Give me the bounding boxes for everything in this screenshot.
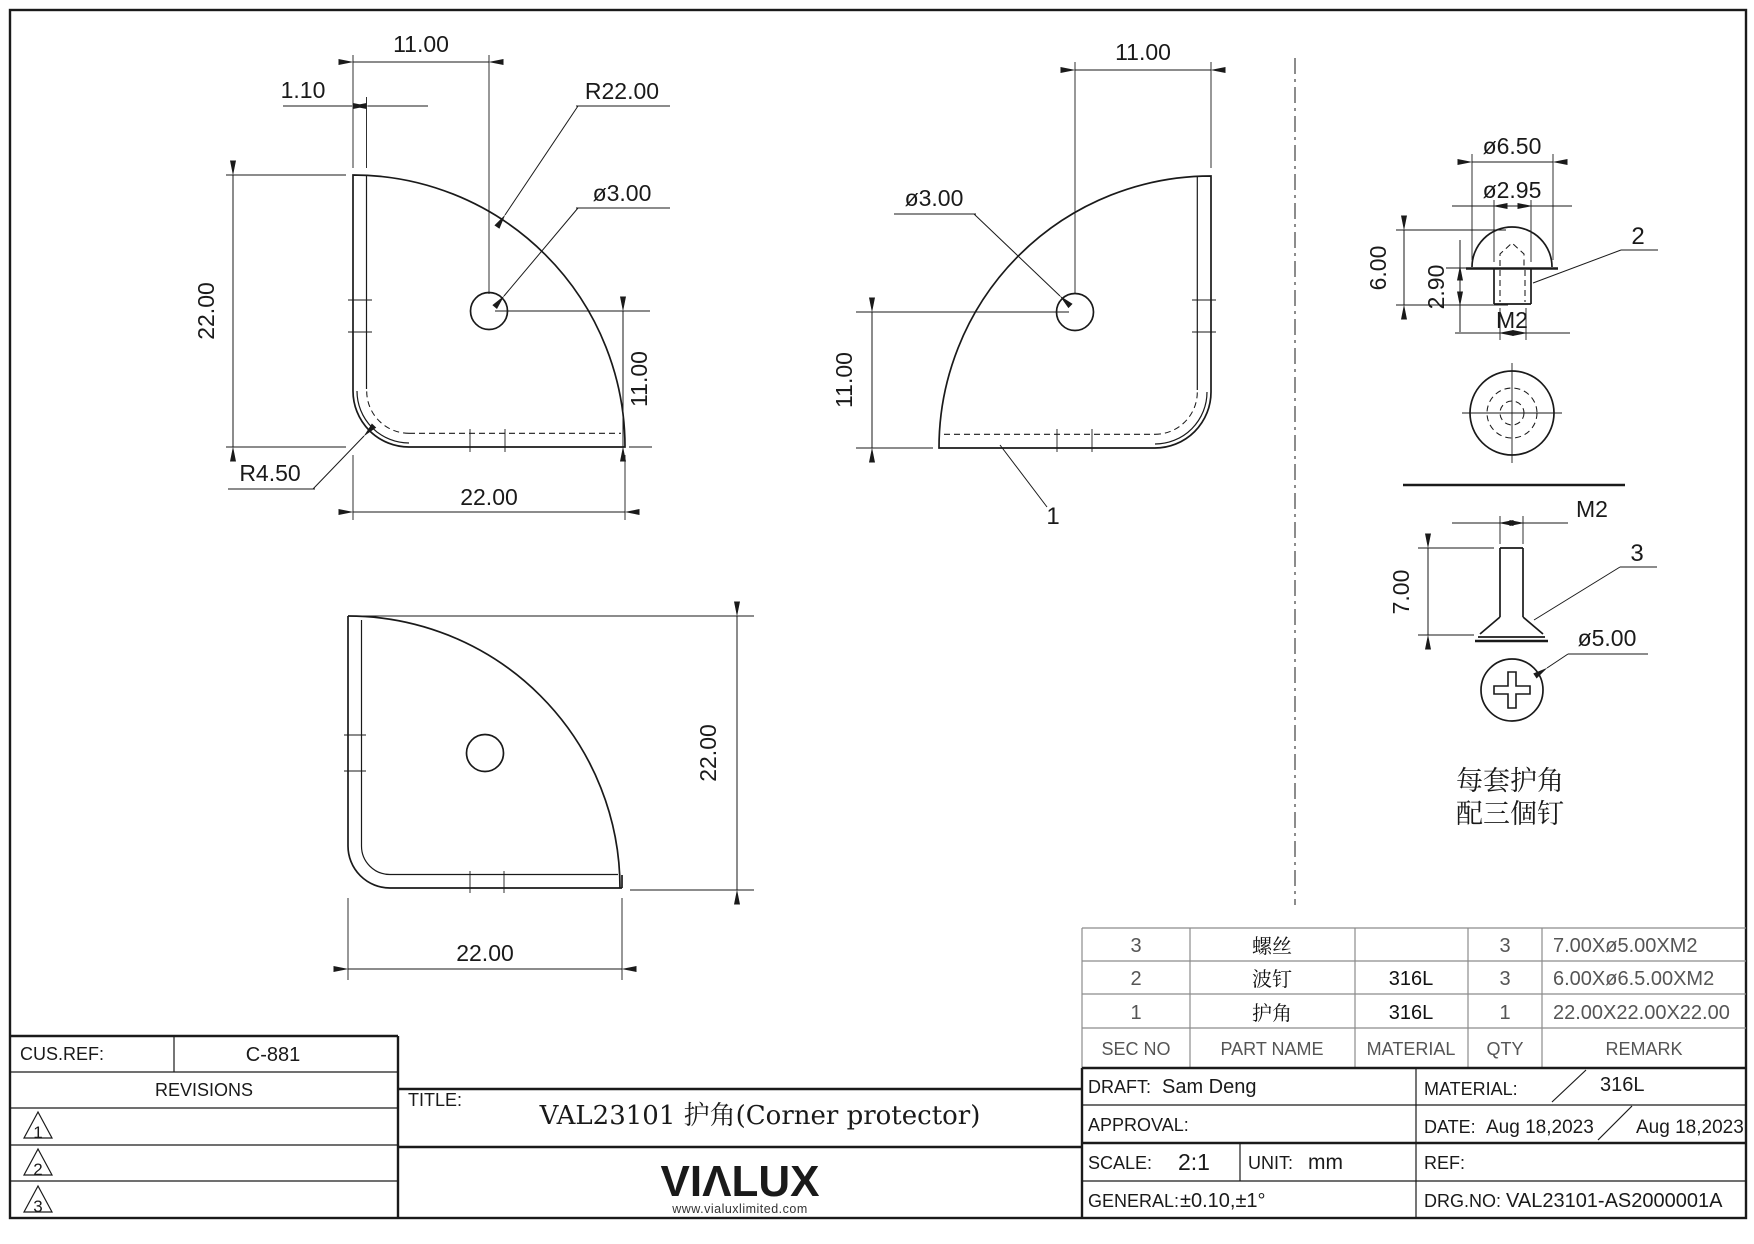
revision-3-number: 3 <box>33 1197 43 1216</box>
bottom-dim-height: 22.00 <box>695 724 721 782</box>
ref-label: REF: <box>1424 1153 1466 1173</box>
front-dim-top-width: 11.00 <box>393 31 449 57</box>
rivet-callout-2: 2 <box>1631 223 1645 250</box>
title-block <box>10 1036 1746 1218</box>
bottom-dim-width: 22.00 <box>456 940 514 966</box>
material-label: MATERIAL: <box>1424 1079 1518 1099</box>
row1-sec-no: 1 <box>1130 1002 1142 1024</box>
side-dim-hole: ø3.00 <box>904 185 964 211</box>
header-material: MATERIAL <box>1366 1039 1456 1059</box>
side-dim-top-width: 11.00 <box>1115 39 1171 65</box>
unit-label: UNIT: <box>1248 1153 1293 1173</box>
row1-qty: 1 <box>1499 1002 1511 1024</box>
drg-no-value: VAL23101-AS2000001A <box>1506 1190 1723 1212</box>
scale-value: 2:1 <box>1178 1149 1210 1175</box>
screw-dim-head-dia: ø5.00 <box>1577 625 1637 651</box>
front-dim-bottom-width: 22.00 <box>460 484 518 510</box>
front-dim-hole-bottom: 11.00 <box>626 351 652 407</box>
front-dim-radius: R22.00 <box>584 78 660 104</box>
header-sec-no: SEC NO <box>1101 1039 1171 1059</box>
header-remark: REMARK <box>1605 1039 1683 1059</box>
rivet-detail <box>1365 133 1658 485</box>
logo-url: www.vialuxlimited.com <box>672 1202 808 1216</box>
row3-part-name: 螺丝 <box>1252 936 1292 958</box>
phillips-cross <box>1494 672 1530 708</box>
cus-ref-label: CUS.REF: <box>20 1044 105 1064</box>
bottom-view <box>344 616 754 980</box>
row2-sec-no: 2 <box>1130 968 1142 990</box>
drawing-title: VAL23101 护角(Corner protector) <box>539 1101 981 1131</box>
rivet-dim-thread: M2 <box>1496 307 1528 333</box>
revisions-label: REVISIONS <box>154 1080 254 1100</box>
rivet-dim-shank-len: 2.90 <box>1423 264 1449 310</box>
assembly-note-line1: 每套护角 <box>1456 766 1564 796</box>
general-value: ±0.10,±1° <box>1180 1190 1266 1212</box>
general-label: GENERAL: <box>1088 1191 1180 1211</box>
front-dim-hole: ø3.00 <box>592 180 652 206</box>
bottom-hole <box>467 735 504 772</box>
title-label: TITLE: <box>408 1090 463 1110</box>
date-label: DATE: <box>1424 1117 1476 1137</box>
screw-callout-3: 3 <box>1630 540 1644 567</box>
side-callout-1: 1 <box>1046 503 1060 530</box>
rivet-dim-height: 6.00 <box>1365 245 1391 291</box>
header-qty: QTY <box>1486 1039 1524 1059</box>
row2-part-name: 波钉 <box>1252 969 1292 991</box>
row3-remark: 7.00Xø5.00XM2 <box>1553 935 1698 957</box>
drg-no-label: DRG.NO: <box>1424 1191 1502 1211</box>
row2-qty: 3 <box>1499 968 1511 990</box>
revision-1-number: 1 <box>33 1123 43 1142</box>
revision-2-number: 2 <box>33 1160 43 1179</box>
screw-dim-thread: M2 <box>1576 496 1608 522</box>
side-dim-hole-bottom: 11.00 <box>831 352 857 408</box>
date-value-2: Aug 18,2023 <box>1636 1117 1744 1138</box>
front-dim-corner-radius: R4.50 <box>239 460 301 486</box>
unit-value: mm <box>1308 1151 1343 1174</box>
row2-remark: 6.00Xø6.5.00XM2 <box>1553 968 1715 990</box>
assembly-note-line2: 配三個钉 <box>1456 799 1564 829</box>
vialux-logo: VIΛLUX <box>660 1157 820 1206</box>
scale-label: SCALE: <box>1088 1153 1153 1173</box>
front-dim-thickness: 1.10 <box>280 77 326 103</box>
header-part-name: PART NAME <box>1220 1039 1324 1059</box>
approval-label: APPROVAL: <box>1088 1115 1189 1135</box>
screw-dim-length: 7.00 <box>1388 569 1414 615</box>
row1-part-name: 护角 <box>1252 1003 1292 1025</box>
front-dim-height: 22.00 <box>193 282 219 340</box>
rivet-dim-shank-dia: ø2.95 <box>1482 177 1542 203</box>
front-view <box>193 31 670 520</box>
row1-material: 316L <box>1388 1002 1434 1024</box>
row2-material: 316L <box>1388 968 1434 990</box>
material-value: 316L <box>1600 1074 1645 1096</box>
date-value-1: Aug 18,2023 <box>1486 1117 1594 1138</box>
screw-detail <box>1388 496 1657 721</box>
rivet-dim-head-dia: ø6.50 <box>1482 133 1542 159</box>
draft-label: DRAFT: <box>1088 1077 1151 1097</box>
parts-table <box>1082 928 1746 1068</box>
draft-value: Sam Deng <box>1162 1076 1257 1098</box>
row3-sec-no: 3 <box>1130 935 1142 957</box>
row3-qty: 3 <box>1499 935 1511 957</box>
side-view <box>831 39 1216 530</box>
row1-remark: 22.00X22.00X22.00 <box>1553 1002 1730 1024</box>
cus-ref-value: C-881 <box>245 1044 301 1066</box>
